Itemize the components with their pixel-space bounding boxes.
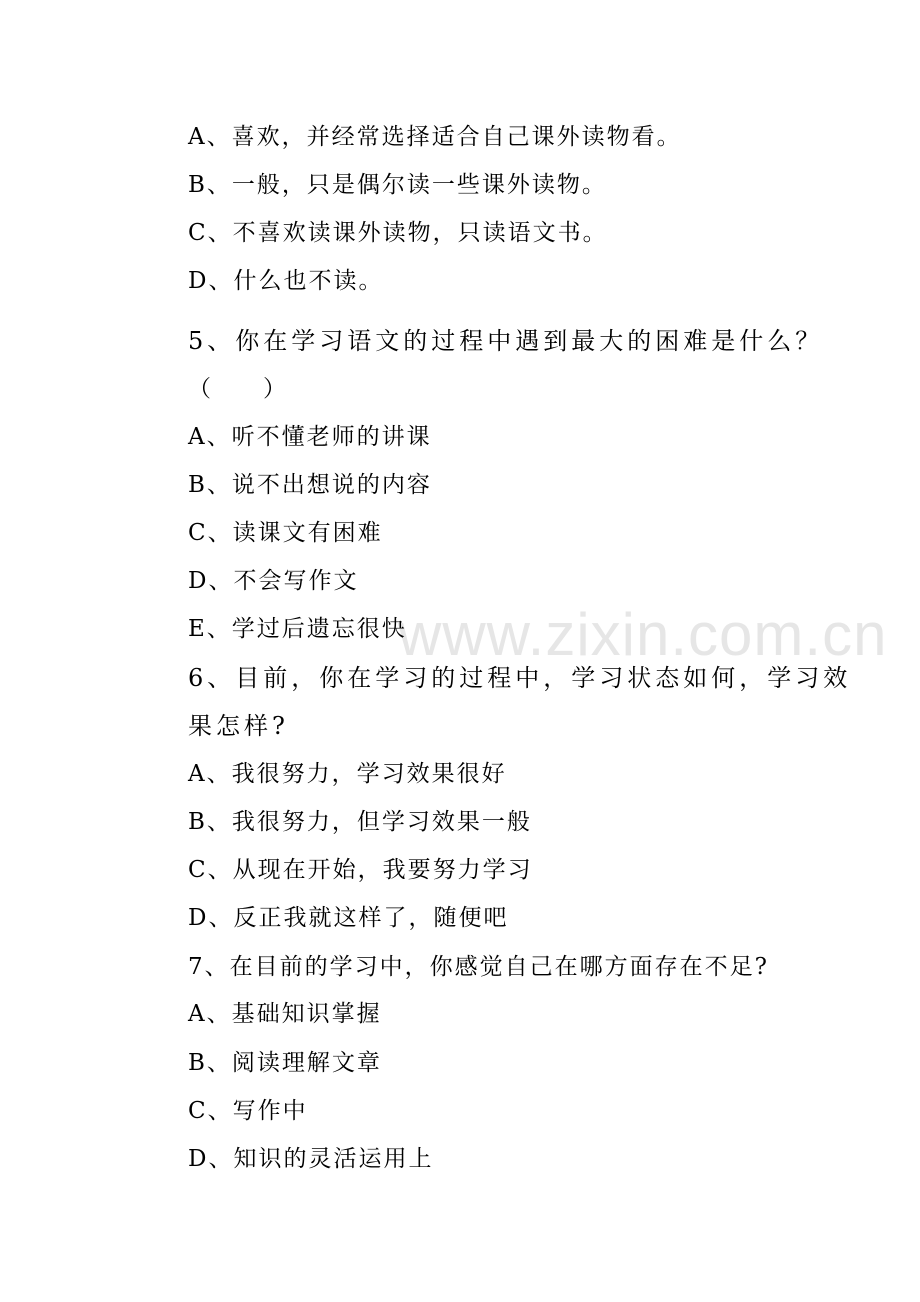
option-b-q4: B、一般，只是偶尔读一些课外读物。 <box>188 172 607 198</box>
question-7: 7、在目前的学习中，你感觉自己在哪方面存在不足? <box>188 954 769 980</box>
watermark: www.zixin.com.cn <box>398 601 888 668</box>
option-d-q7: D、知识的灵活运用上 <box>188 1146 434 1172</box>
option-a-q5: A、听不懂老师的讲课 <box>188 424 432 450</box>
question-6-continued: 果怎样? <box>188 712 289 740</box>
option-d-q4: D、什么也不读。 <box>188 268 384 294</box>
option-a-q4: A、喜欢，并经常选择适合自己课外读物看。 <box>188 124 682 150</box>
option-b-q6: B、我很努力，但学习效果一般 <box>188 809 532 835</box>
option-b-q7: B、阅读理解文章 <box>188 1050 382 1076</box>
question-6: 6、目前，你在学习的过程中，学习状态如何，学习效 <box>188 664 852 692</box>
question-5: 5、你在学习语文的过程中遇到最大的困难是什么？ <box>188 327 824 355</box>
option-c-q4: C、不喜欢读课外读物，只读语文书。 <box>188 220 608 246</box>
answer-blank: （ ） <box>188 376 288 402</box>
option-d-q5: D、不会写作文 <box>188 568 359 594</box>
option-b-q5: B、说不出想说的内容 <box>188 472 432 498</box>
option-d-q6: D、反正我就这样了，随便吧 <box>188 905 509 931</box>
option-a-q7: A、基础知识掌握 <box>188 1001 382 1027</box>
option-a-q6: A、我很努力，学习效果很好 <box>188 761 507 787</box>
option-c-q6: C、从现在开始，我要努力学习 <box>188 857 533 883</box>
option-c-q7: C、写作中 <box>188 1098 308 1124</box>
option-e-q5: E、学过后遗忘很快 <box>188 616 407 642</box>
option-c-q5: C、读课文有困难 <box>188 520 383 546</box>
